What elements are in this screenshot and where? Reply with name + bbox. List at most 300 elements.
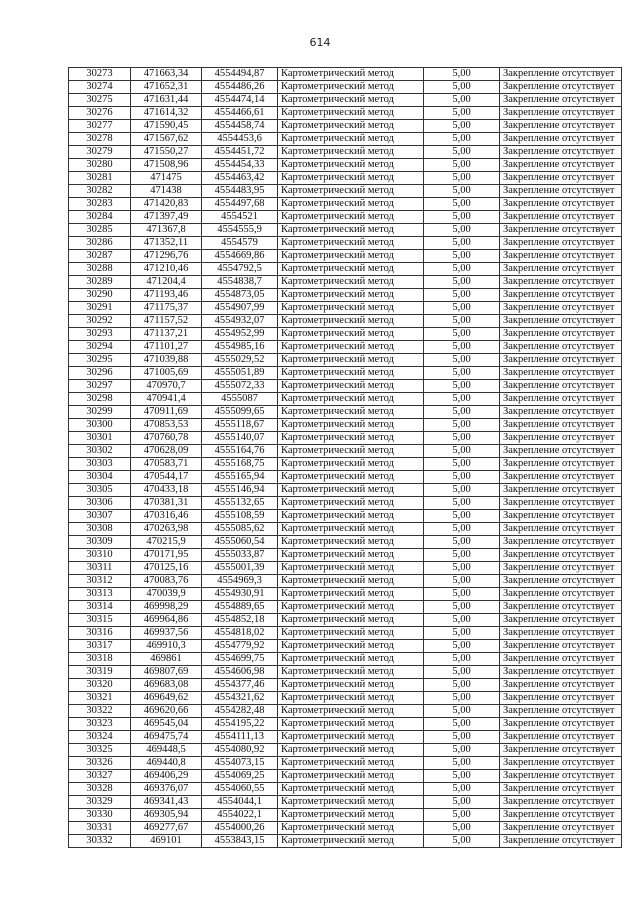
y-coordinate-cell: 4554022,1 [202, 809, 278, 822]
point-number-cell: 30305 [69, 484, 131, 497]
fixation-cell: Закрепление отсутствует [500, 783, 622, 796]
method-cell: Картометрический метод [278, 354, 424, 367]
y-coordinate-cell: 4554451,72 [202, 146, 278, 159]
method-cell: Картометрический метод [278, 640, 424, 653]
table-row [69, 484, 622, 497]
point-number-cell: 30324 [69, 731, 131, 744]
x-coordinate-cell: 470853,53 [131, 419, 202, 432]
fixation-cell: Закрепление отсутствует [500, 120, 622, 133]
method-cell: Картометрический метод [278, 406, 424, 419]
point-number-cell: 30307 [69, 510, 131, 523]
point-number-cell: 30312 [69, 575, 131, 588]
point-number-cell: 30281 [69, 172, 131, 185]
x-coordinate-cell: 470039,9 [131, 588, 202, 601]
table-row [69, 640, 622, 653]
point-number-cell: 30308 [69, 523, 131, 536]
accuracy-cell: 5,00 [424, 796, 500, 809]
y-coordinate-cell: 4555118,67 [202, 419, 278, 432]
x-coordinate-cell: 469807,69 [131, 666, 202, 679]
x-coordinate-cell: 470381,31 [131, 497, 202, 510]
point-number-cell: 30298 [69, 393, 131, 406]
accuracy-cell: 5,00 [424, 757, 500, 770]
point-number-cell: 30296 [69, 367, 131, 380]
table-row [69, 172, 622, 185]
x-coordinate-cell: 469649,62 [131, 692, 202, 705]
accuracy-cell: 5,00 [424, 94, 500, 107]
y-coordinate-cell: 4555165,94 [202, 471, 278, 484]
method-cell: Картометрический метод [278, 133, 424, 146]
x-coordinate-cell: 469683,08 [131, 679, 202, 692]
method-cell: Картометрический метод [278, 809, 424, 822]
method-cell: Картометрический метод [278, 380, 424, 393]
point-number-cell: 30303 [69, 458, 131, 471]
point-number-cell: 30283 [69, 198, 131, 211]
fixation-cell: Закрепление отсутствует [500, 94, 622, 107]
method-cell: Картометрический метод [278, 367, 424, 380]
accuracy-cell: 5,00 [424, 640, 500, 653]
fixation-cell: Закрепление отсутствует [500, 237, 622, 250]
accuracy-cell: 5,00 [424, 718, 500, 731]
table-row [69, 705, 622, 718]
method-cell: Картометрический метод [278, 458, 424, 471]
x-coordinate-cell: 470263,98 [131, 523, 202, 536]
y-coordinate-cell: 4554838,7 [202, 276, 278, 289]
accuracy-cell: 5,00 [424, 445, 500, 458]
accuracy-cell: 5,00 [424, 211, 500, 224]
method-cell: Картометрический метод [278, 172, 424, 185]
x-coordinate-cell: 471296,76 [131, 250, 202, 263]
y-coordinate-cell: 4554080,92 [202, 744, 278, 757]
fixation-cell: Закрепление отсутствует [500, 406, 622, 419]
x-coordinate-cell: 469406,29 [131, 770, 202, 783]
table-row [69, 159, 622, 172]
x-coordinate-cell: 469101 [131, 835, 202, 848]
table-row [69, 588, 622, 601]
x-coordinate-cell: 471397,49 [131, 211, 202, 224]
method-cell: Картометрический метод [278, 796, 424, 809]
y-coordinate-cell: 4554818,02 [202, 627, 278, 640]
point-number-cell: 30331 [69, 822, 131, 835]
point-number-cell: 30304 [69, 471, 131, 484]
accuracy-cell: 5,00 [424, 380, 500, 393]
x-coordinate-cell: 471475 [131, 172, 202, 185]
table-row [69, 224, 622, 237]
table-row [69, 770, 622, 783]
x-coordinate-cell: 470628,09 [131, 445, 202, 458]
y-coordinate-cell: 4554466,61 [202, 107, 278, 120]
method-cell: Картометрический метод [278, 107, 424, 120]
y-coordinate-cell: 4554060,55 [202, 783, 278, 796]
x-coordinate-cell: 471137,21 [131, 328, 202, 341]
point-number-cell: 30291 [69, 302, 131, 315]
point-number-cell: 30276 [69, 107, 131, 120]
point-number-cell: 30315 [69, 614, 131, 627]
table-row [69, 497, 622, 510]
fixation-cell: Закрепление отсутствует [500, 549, 622, 562]
accuracy-cell: 5,00 [424, 237, 500, 250]
x-coordinate-cell: 470171,95 [131, 549, 202, 562]
table-row [69, 107, 622, 120]
fixation-cell: Закрепление отсутствует [500, 276, 622, 289]
x-coordinate-cell: 471550,27 [131, 146, 202, 159]
y-coordinate-cell: 4554889,65 [202, 601, 278, 614]
point-number-cell: 30286 [69, 237, 131, 250]
table-row [69, 718, 622, 731]
accuracy-cell: 5,00 [424, 354, 500, 367]
table-row [69, 666, 622, 679]
accuracy-cell: 5,00 [424, 822, 500, 835]
y-coordinate-cell: 4554195,22 [202, 718, 278, 731]
accuracy-cell: 5,00 [424, 406, 500, 419]
fixation-cell: Закрепление отсутствует [500, 133, 622, 146]
accuracy-cell: 5,00 [424, 315, 500, 328]
accuracy-cell: 5,00 [424, 393, 500, 406]
accuracy-cell: 5,00 [424, 302, 500, 315]
fixation-cell: Закрепление отсутствует [500, 718, 622, 731]
y-coordinate-cell: 4554111,13 [202, 731, 278, 744]
table-row [69, 432, 622, 445]
x-coordinate-cell: 471352,11 [131, 237, 202, 250]
method-cell: Картометрический метод [278, 471, 424, 484]
accuracy-cell: 5,00 [424, 120, 500, 133]
point-number-cell: 30302 [69, 445, 131, 458]
accuracy-cell: 5,00 [424, 484, 500, 497]
table-row [69, 133, 622, 146]
x-coordinate-cell: 470970,7 [131, 380, 202, 393]
y-coordinate-cell: 4554852,18 [202, 614, 278, 627]
method-cell: Картометрический метод [278, 68, 424, 81]
accuracy-cell: 5,00 [424, 276, 500, 289]
accuracy-cell: 5,00 [424, 68, 500, 81]
method-cell: Картометрический метод [278, 835, 424, 848]
y-coordinate-cell: 4554497,68 [202, 198, 278, 211]
y-coordinate-cell: 4554282,48 [202, 705, 278, 718]
point-number-cell: 30316 [69, 627, 131, 640]
table-row [69, 328, 622, 341]
method-cell: Картометрический метод [278, 679, 424, 692]
table-row [69, 250, 622, 263]
point-number-cell: 30306 [69, 497, 131, 510]
y-coordinate-cell: 4555140,07 [202, 432, 278, 445]
accuracy-cell: 5,00 [424, 614, 500, 627]
fixation-cell: Закрепление отсутствует [500, 458, 622, 471]
accuracy-cell: 5,00 [424, 159, 500, 172]
x-coordinate-cell: 469277,67 [131, 822, 202, 835]
fixation-cell: Закрепление отсутствует [500, 68, 622, 81]
x-coordinate-cell: 470083,76 [131, 575, 202, 588]
fixation-cell: Закрепление отсутствует [500, 614, 622, 627]
y-coordinate-cell: 4555146,94 [202, 484, 278, 497]
method-cell: Картометрический метод [278, 822, 424, 835]
x-coordinate-cell: 470941,4 [131, 393, 202, 406]
point-number-cell: 30311 [69, 562, 131, 575]
x-coordinate-cell: 471157,52 [131, 315, 202, 328]
point-number-cell: 30297 [69, 380, 131, 393]
accuracy-cell: 5,00 [424, 549, 500, 562]
fixation-cell: Закрепление отсутствует [500, 692, 622, 705]
method-cell: Картометрический метод [278, 562, 424, 575]
accuracy-cell: 5,00 [424, 510, 500, 523]
table-row [69, 458, 622, 471]
table-row [69, 510, 622, 523]
x-coordinate-cell: 469440,8 [131, 757, 202, 770]
y-coordinate-cell: 4553843,15 [202, 835, 278, 848]
accuracy-cell: 5,00 [424, 562, 500, 575]
table-row [69, 302, 622, 315]
x-coordinate-cell: 470583,71 [131, 458, 202, 471]
point-number-cell: 30319 [69, 666, 131, 679]
table-row [69, 575, 622, 588]
y-coordinate-cell: 4554579 [202, 237, 278, 250]
method-cell: Картометрический метод [278, 510, 424, 523]
table-row [69, 627, 622, 640]
y-coordinate-cell: 4554930,91 [202, 588, 278, 601]
table-row [69, 653, 622, 666]
point-number-cell: 30317 [69, 640, 131, 653]
y-coordinate-cell: 4554486,26 [202, 81, 278, 94]
fixation-cell: Закрепление отсутствует [500, 159, 622, 172]
y-coordinate-cell: 4554907,99 [202, 302, 278, 315]
fixation-cell: Закрепление отсутствует [500, 185, 622, 198]
y-coordinate-cell: 4554494,87 [202, 68, 278, 81]
method-cell: Картометрический метод [278, 757, 424, 770]
accuracy-cell: 5,00 [424, 783, 500, 796]
method-cell: Картометрический метод [278, 575, 424, 588]
point-number-cell: 30277 [69, 120, 131, 133]
accuracy-cell: 5,00 [424, 133, 500, 146]
method-cell: Картометрический метод [278, 393, 424, 406]
x-coordinate-cell: 470215,9 [131, 536, 202, 549]
table-row [69, 81, 622, 94]
accuracy-cell: 5,00 [424, 835, 500, 848]
x-coordinate-cell: 469910,3 [131, 640, 202, 653]
fixation-cell: Закрепление отсутствует [500, 679, 622, 692]
point-number-cell: 30280 [69, 159, 131, 172]
accuracy-cell: 5,00 [424, 601, 500, 614]
point-number-cell: 30301 [69, 432, 131, 445]
table-row [69, 120, 622, 133]
x-coordinate-cell: 469545,04 [131, 718, 202, 731]
table-row [69, 679, 622, 692]
y-coordinate-cell: 4555001,39 [202, 562, 278, 575]
method-cell: Картометрический метод [278, 705, 424, 718]
x-coordinate-cell: 469937,56 [131, 627, 202, 640]
accuracy-cell: 5,00 [424, 653, 500, 666]
y-coordinate-cell: 4554463,42 [202, 172, 278, 185]
y-coordinate-cell: 4554932,07 [202, 315, 278, 328]
fixation-cell: Закрепление отсутствует [500, 471, 622, 484]
table-row [69, 393, 622, 406]
point-number-cell: 30282 [69, 185, 131, 198]
y-coordinate-cell: 4555132,65 [202, 497, 278, 510]
table-row [69, 198, 622, 211]
method-cell: Картометрический метод [278, 666, 424, 679]
y-coordinate-cell: 4555099,65 [202, 406, 278, 419]
table-row [69, 536, 622, 549]
method-cell: Картометрический метод [278, 653, 424, 666]
accuracy-cell: 5,00 [424, 497, 500, 510]
y-coordinate-cell: 4554000,26 [202, 822, 278, 835]
table-row [69, 692, 622, 705]
method-cell: Картометрический метод [278, 432, 424, 445]
x-coordinate-cell: 469448,5 [131, 744, 202, 757]
table-row [69, 614, 622, 627]
method-cell: Картометрический метод [278, 263, 424, 276]
point-number-cell: 30299 [69, 406, 131, 419]
fixation-cell: Закрепление отсутствует [500, 523, 622, 536]
table-row [69, 796, 622, 809]
table-row [69, 211, 622, 224]
x-coordinate-cell: 471652,31 [131, 81, 202, 94]
y-coordinate-cell: 4555033,87 [202, 549, 278, 562]
y-coordinate-cell: 4554069,25 [202, 770, 278, 783]
y-coordinate-cell: 4555164,76 [202, 445, 278, 458]
fixation-cell: Закрепление отсутствует [500, 328, 622, 341]
point-number-cell: 30325 [69, 744, 131, 757]
method-cell: Картометрический метод [278, 94, 424, 107]
y-coordinate-cell: 4554555,9 [202, 224, 278, 237]
x-coordinate-cell: 471438 [131, 185, 202, 198]
fixation-cell: Закрепление отсутствует [500, 627, 622, 640]
x-coordinate-cell: 470316,46 [131, 510, 202, 523]
table-row [69, 185, 622, 198]
y-coordinate-cell: 4554073,15 [202, 757, 278, 770]
page-number: 614 [309, 36, 331, 49]
table-row [69, 94, 622, 107]
accuracy-cell: 5,00 [424, 705, 500, 718]
point-number-cell: 30293 [69, 328, 131, 341]
y-coordinate-cell: 4555108,59 [202, 510, 278, 523]
x-coordinate-cell: 471204,4 [131, 276, 202, 289]
method-cell: Картометрический метод [278, 81, 424, 94]
fixation-cell: Закрепление отсутствует [500, 536, 622, 549]
point-number-cell: 30329 [69, 796, 131, 809]
fixation-cell: Закрепление отсутствует [500, 393, 622, 406]
point-number-cell: 30300 [69, 419, 131, 432]
point-number-cell: 30278 [69, 133, 131, 146]
method-cell: Картометрический метод [278, 731, 424, 744]
point-number-cell: 30284 [69, 211, 131, 224]
accuracy-cell: 5,00 [424, 107, 500, 120]
fixation-cell: Закрепление отсутствует [500, 146, 622, 159]
x-coordinate-cell: 471101,27 [131, 341, 202, 354]
method-cell: Картометрический метод [278, 419, 424, 432]
x-coordinate-cell: 470433,18 [131, 484, 202, 497]
table-row [69, 341, 622, 354]
table-row [69, 406, 622, 419]
method-cell: Картометрический метод [278, 627, 424, 640]
fixation-cell: Закрепление отсутствует [500, 796, 622, 809]
method-cell: Картометрический метод [278, 549, 424, 562]
method-cell: Картометрический метод [278, 718, 424, 731]
x-coordinate-cell: 471614,32 [131, 107, 202, 120]
point-number-cell: 30287 [69, 250, 131, 263]
x-coordinate-cell: 470911,69 [131, 406, 202, 419]
accuracy-cell: 5,00 [424, 692, 500, 705]
accuracy-cell: 5,00 [424, 146, 500, 159]
x-coordinate-cell: 471590,45 [131, 120, 202, 133]
fixation-cell: Закрепление отсутствует [500, 172, 622, 185]
x-coordinate-cell: 471005,69 [131, 367, 202, 380]
table-row [69, 237, 622, 250]
point-number-cell: 30285 [69, 224, 131, 237]
method-cell: Картометрический метод [278, 276, 424, 289]
fixation-cell: Закрепление отсутствует [500, 588, 622, 601]
table-row [69, 445, 622, 458]
method-cell: Картометрический метод [278, 250, 424, 263]
table-row [69, 471, 622, 484]
accuracy-cell: 5,00 [424, 419, 500, 432]
point-number-cell: 30314 [69, 601, 131, 614]
fixation-cell: Закрепление отсутствует [500, 822, 622, 835]
y-coordinate-cell: 4554985,16 [202, 341, 278, 354]
accuracy-cell: 5,00 [424, 809, 500, 822]
table-row [69, 809, 622, 822]
table-row [69, 731, 622, 744]
table-row [69, 146, 622, 159]
method-cell: Картометрический метод [278, 614, 424, 627]
point-number-cell: 30313 [69, 588, 131, 601]
fixation-cell: Закрепление отсутствует [500, 198, 622, 211]
x-coordinate-cell: 471210,46 [131, 263, 202, 276]
x-coordinate-cell: 470125,16 [131, 562, 202, 575]
y-coordinate-cell: 4554779,92 [202, 640, 278, 653]
point-number-cell: 30288 [69, 263, 131, 276]
fixation-cell: Закрепление отсутствует [500, 510, 622, 523]
x-coordinate-cell: 470544,17 [131, 471, 202, 484]
y-coordinate-cell: 4554952,99 [202, 328, 278, 341]
point-number-cell: 30322 [69, 705, 131, 718]
method-cell: Картометрический метод [278, 224, 424, 237]
accuracy-cell: 5,00 [424, 341, 500, 354]
table-row [69, 835, 622, 848]
table-row [69, 744, 622, 757]
method-cell: Картометрический метод [278, 198, 424, 211]
accuracy-cell: 5,00 [424, 744, 500, 757]
x-coordinate-cell: 471631,44 [131, 94, 202, 107]
method-cell: Картометрический метод [278, 601, 424, 614]
x-coordinate-cell: 470760,78 [131, 432, 202, 445]
accuracy-cell: 5,00 [424, 198, 500, 211]
method-cell: Картометрический метод [278, 289, 424, 302]
method-cell: Картометрический метод [278, 770, 424, 783]
x-coordinate-cell: 471039,88 [131, 354, 202, 367]
table-row [69, 276, 622, 289]
table-row [69, 289, 622, 302]
method-cell: Картометрический метод [278, 588, 424, 601]
coordinates-table [68, 67, 622, 848]
y-coordinate-cell: 4554792,5 [202, 263, 278, 276]
y-coordinate-cell: 4555085,62 [202, 523, 278, 536]
y-coordinate-cell: 4554669,86 [202, 250, 278, 263]
accuracy-cell: 5,00 [424, 523, 500, 536]
fixation-cell: Закрепление отсутствует [500, 289, 622, 302]
accuracy-cell: 5,00 [424, 172, 500, 185]
fixation-cell: Закрепление отсутствует [500, 666, 622, 679]
method-cell: Картометрический метод [278, 302, 424, 315]
coordinates-table-body [69, 68, 622, 848]
accuracy-cell: 5,00 [424, 770, 500, 783]
y-coordinate-cell: 4555060,54 [202, 536, 278, 549]
table-row [69, 354, 622, 367]
x-coordinate-cell: 471175,37 [131, 302, 202, 315]
accuracy-cell: 5,00 [424, 263, 500, 276]
point-number-cell: 30320 [69, 679, 131, 692]
table-row [69, 523, 622, 536]
x-coordinate-cell: 471663,34 [131, 68, 202, 81]
method-cell: Картометрический метод [278, 744, 424, 757]
fixation-cell: Закрепление отсутствует [500, 81, 622, 94]
